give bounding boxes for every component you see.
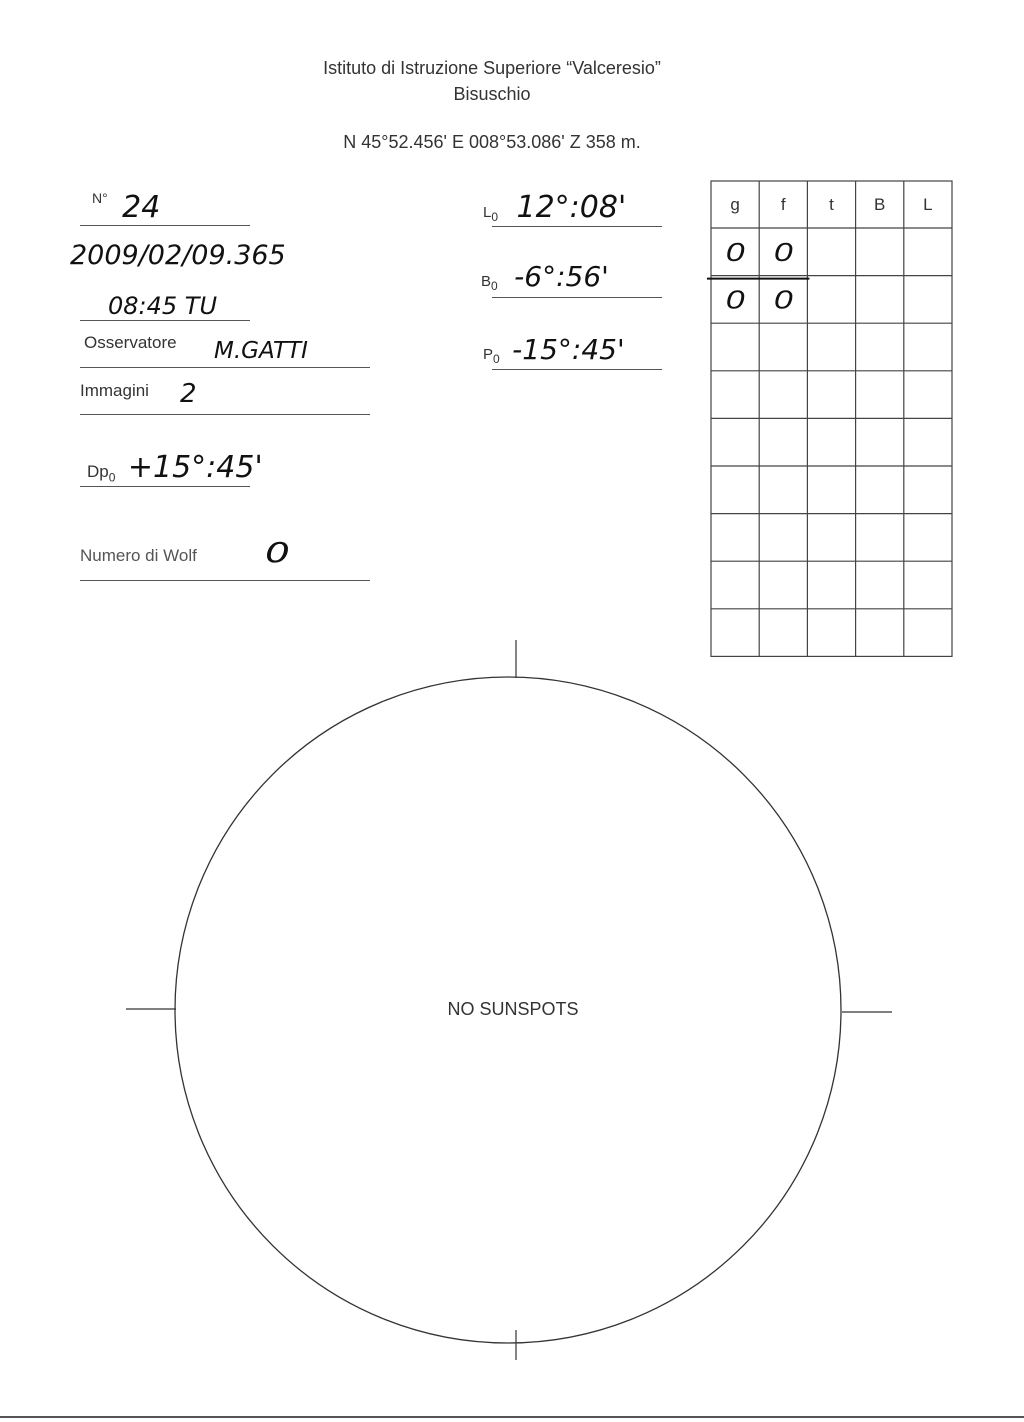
l0-label: $L_0$ (483, 204, 499, 224)
time-value: 08:45 TU (108, 292, 218, 320)
p0-label: $P_0$ (483, 346, 500, 366)
images-value: 2 (180, 379, 197, 409)
wolf-value: 0 (265, 536, 290, 569)
observer-value: M.GATTI (214, 338, 308, 364)
images-label: Immagini (80, 381, 149, 400)
station-coordinates: N 45°52.456' E 008°53.086' Z 358 m. (343, 132, 641, 152)
no-sunspots-note: NO SUNSPOTS (447, 999, 579, 1019)
table-header-4: L (923, 195, 933, 214)
table-header-2: t (829, 195, 834, 214)
dp0-value: +15°:45' (127, 450, 263, 485)
p0-value: -15°:45' (512, 333, 625, 366)
b0-label: $B_0$ (481, 273, 498, 293)
observer-label: Osservatore (84, 333, 177, 352)
l0-value: 12°:08' (516, 190, 627, 225)
table-header-0: g (730, 195, 740, 214)
wolf-label: Numero di Wolf (80, 546, 197, 565)
b0-value: -6°:56' (514, 260, 609, 293)
table-cell: 0 (773, 238, 793, 268)
scan-edge (0, 1416, 1024, 1418)
date-value: 2009/02/09.365 (70, 240, 286, 271)
table-cell: 0 (725, 286, 745, 315)
dp0-label: $Dp_0$ (87, 462, 116, 485)
institute-town: Bisuschio (453, 84, 531, 104)
number-label: N° (92, 190, 108, 206)
table-header-1: f (780, 195, 786, 214)
number-value: 24 (122, 190, 161, 225)
table-cell: 0 (725, 238, 745, 268)
institute-title: Istituto di Istruzione Superiore “Valceresio” (323, 58, 661, 78)
table-cell: 0 (773, 286, 793, 315)
table-header-3: B (874, 195, 886, 214)
